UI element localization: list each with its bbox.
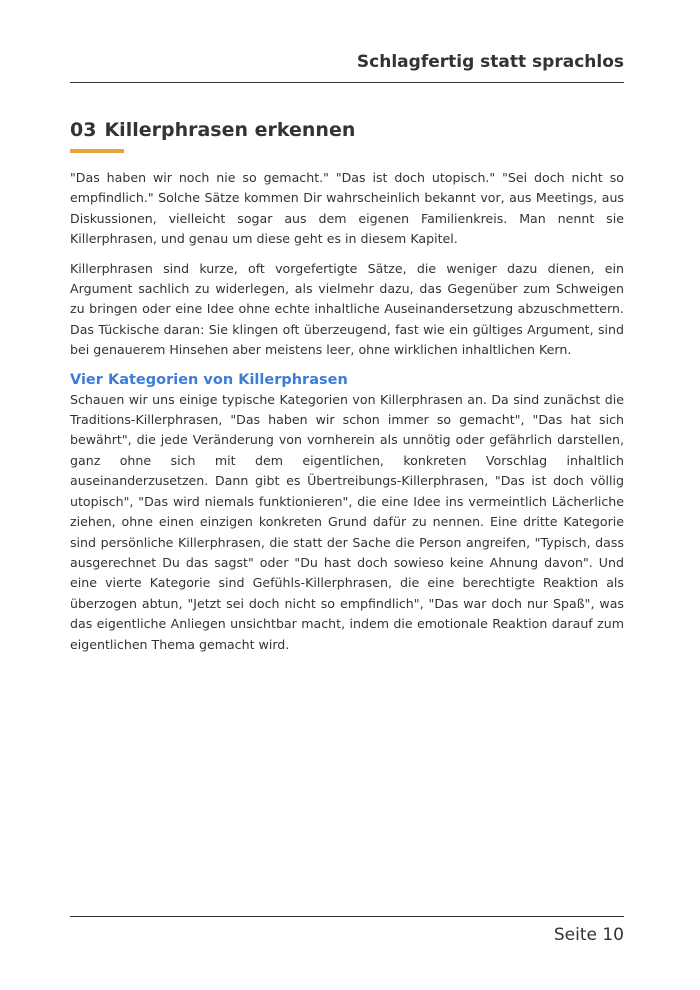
intro-paragraph: "Das haben wir noch nie so gemacht." "Das ist doch utopisch." "Sei doch nicht so empfindlich." Solche Sätze kommen Dir wahrscheinlich bekannt vor, aus Meetings, aus Diskussionen, vielleicht sogar aus dem eigenen Familienkreis. Man nennt sie Killerphrasen, und genau um diese geht es in diesem Kapitel. <box>70 170 624 247</box>
header-divider <box>70 82 624 83</box>
section-paragraph: Schauen wir uns einige typische Kategorien von Killerphrasen an. Da sind zunächst die Traditions-Killerphrasen, "Das haben wir schon immer so gemacht", "Das hat sich bewährt", die jede Veränderung von vornherein als unnötig oder gefährlich darstellen, ganz ohne sich mit dem eigentlichen, konkreten Vorschlag inhaltlich auseinanderzusetzen. Dann gibt es Übertreibungs-Killerphrasen, "Das ist doch völlig utopisch", "Das wird niemals funktionieren", die eine Idee ins vermeintlich Lächerliche ziehen, ohne einen einzigen konkreten Grund dafür zu nennen. Eine dritte Kategorie sind persönliche Killerphrasen, die statt der Sache die Person angreifen, "Typisch, dass ausgerechnet Du das sagst" oder "Du hast doch sowieso keine Ahnung davon". Und eine vierte Kategorie sind Gefühls-Killerphrasen, die eine berechtigte Reaktion als überzogen abtun, "Jetzt sei doch nicht so empfindlich", "Das war doch nur Spaß", was das eigentliche Anliegen unsichtbar macht, indem die emotionale Reaktion darauf zum eigentlichen Thema gemacht wird. <box>70 391 624 652</box>
chapter-heading <box>70 118 624 142</box>
chapter-number: 03 <box>70 119 97 141</box>
chapter-accent-bar <box>70 149 124 153</box>
definition-paragraph: Killerphrasen sind kurze, oft vorgefertigte Sätze, die weniger dazu dienen, ein Argument sachlich zu widerlegen, als vielmehr dazu, das Gegenüber zum Schweigen zu bringen oder eine Idee ohne echte inhaltliche Auseinandersetzung abzuschmettern. Das Tückische daran: Sie klingen oft überzeugend, fast wie ein gültiges Argument, sind bei genauerem Hinsehen aber meistens leer, ohne wirklichen inhaltlichen Kern. <box>70 260 624 358</box>
page-content <box>70 168 624 664</box>
section-heading: Vier Kategorien von Killerphrasen <box>70 371 348 388</box>
page-number: Seite 10 <box>553 925 624 945</box>
footer-divider <box>70 916 624 917</box>
chapter-title: Killerphrasen erkennen <box>104 119 356 141</box>
running-header: Schlagfertig statt sprachlos <box>356 52 624 72</box>
